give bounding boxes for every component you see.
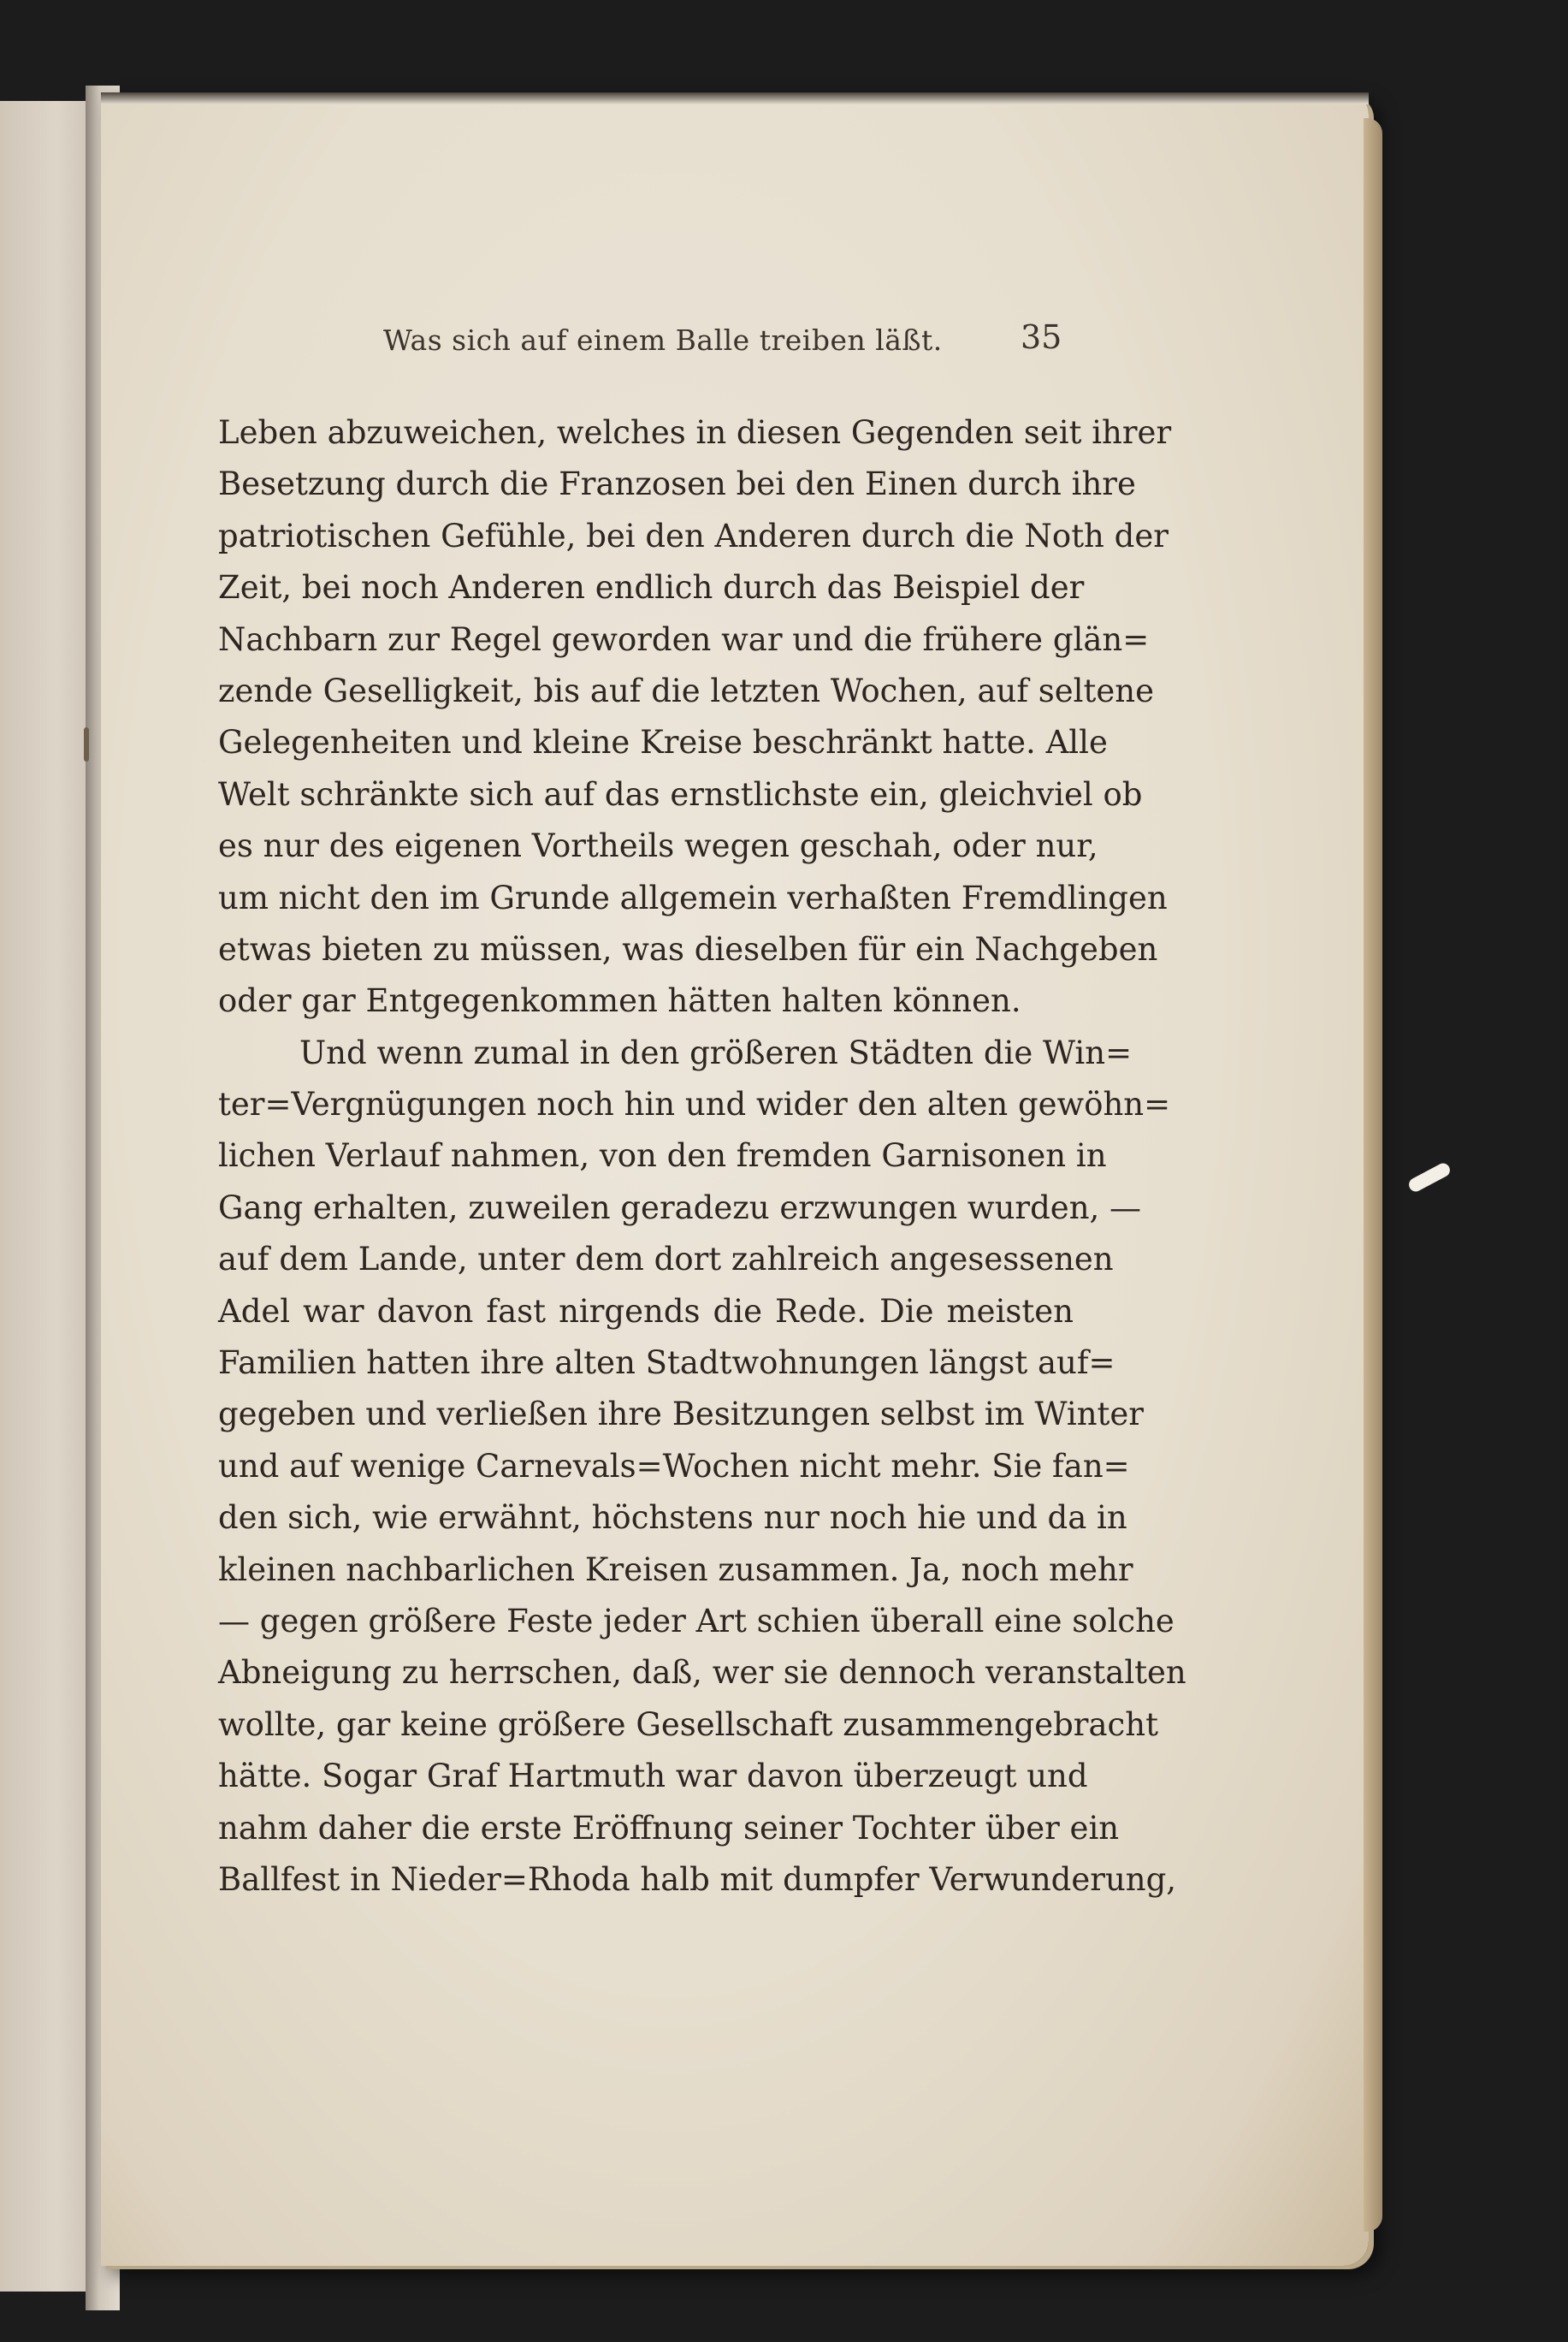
text-line: Familien hatten ihre alten Stadtwohnungen längst auf=: [218, 1344, 1115, 1382]
text-line: den sich, wie erwähnt, höchstens nur noch hie und da in: [218, 1499, 1127, 1537]
text-line: patriotischen Gefühle, bei den Anderen durch die Noth der: [218, 517, 1169, 554]
text-line: auf dem Lande, unter dem dort zahlreich angesessenen: [218, 1241, 1114, 1278]
page-number: 35: [1021, 318, 1062, 356]
text-line: zende Geselligkeit, bis auf die letzten Wochen, auf seltene: [218, 672, 1155, 709]
text-line: etwas bieten zu müssen, was dieselben für ein Nachgeben: [218, 930, 1158, 968]
page-mark: [84, 727, 89, 762]
text-line: Abneigung zu herrschen, daß, wer sie dennoch veranstalten: [218, 1654, 1186, 1692]
text-line: Zeit, bei noch Anderen endlich durch das Beispiel der: [218, 569, 1085, 607]
body-text: [218, 407, 1186, 1906]
text-line: Welt schränkte sich auf das ernstlichste ein, gleichviel ob: [218, 775, 1143, 813]
page-top-shadow: [101, 92, 1369, 104]
text-line: ter=Vergnügungen noch hin und wider den alten gewöhn=: [218, 1086, 1171, 1124]
text-line: Gelegenheiten und kleine Kreise beschränkt hatte. Alle: [218, 724, 1108, 762]
text-line: Leben abzuweichen, welches in diesen Gegenden seit ihrer: [218, 414, 1172, 451]
text-line: — gegen größere Feste jeder Art schien überall eine solche: [218, 1602, 1175, 1639]
text-line: hätte. Sogar Graf Hartmuth war davon überzeugt und: [218, 1758, 1088, 1795]
text-line: um nicht den im Grunde allgemein verhaßten Fremdlingen: [218, 879, 1168, 916]
text-line: lichen Verlauf nahmen, von den fremden Garnisonen in: [218, 1137, 1107, 1175]
text-line: wollte, gar keine größere Gesellschaft zusammengebracht: [218, 1705, 1158, 1743]
running-head: Was sich auf einem Balle treiben läßt.: [383, 323, 943, 357]
text-line-paragraph-start: Und wenn zumal in den größeren Städten die Win=: [299, 1034, 1133, 1071]
text-line: Gang erhalten, zuweilen geradezu erzwungen wurden, —: [218, 1189, 1142, 1226]
text-line: gegeben und verließen ihre Besitzungen selbst im Winter: [218, 1396, 1144, 1433]
paper-scrap: [1406, 1161, 1452, 1195]
text-line: nahm daher die erste Eröffnung seiner Tochter über ein: [218, 1809, 1120, 1847]
page-right-edge: [1364, 118, 1382, 2232]
text-line: und auf wenige Carnevals=Wochen nicht mehr. Sie fan=: [218, 1447, 1130, 1485]
text-line: Nachbarn zur Regel geworden war und die frühere glän=: [218, 620, 1150, 658]
text-line: es nur des eigenen Vortheils wegen geschah, oder nur,: [218, 827, 1098, 865]
text-line: Besetzung durch die Franzosen bei den Einen durch ihre: [218, 465, 1136, 503]
text-line: Ballfest in Nieder=Rhoda halb mit dumpfer Verwunderung,: [218, 1860, 1177, 1898]
text-line: Adel war davon fast nirgends die Rede. Die meisten: [218, 1292, 1074, 1330]
text-line: kleinen nachbarlichen Kreisen zusammen. Ja, noch mehr: [218, 1550, 1133, 1588]
text-line-paragraph-end: oder gar Entgegenkommen hätten halten können.: [218, 982, 1021, 1020]
